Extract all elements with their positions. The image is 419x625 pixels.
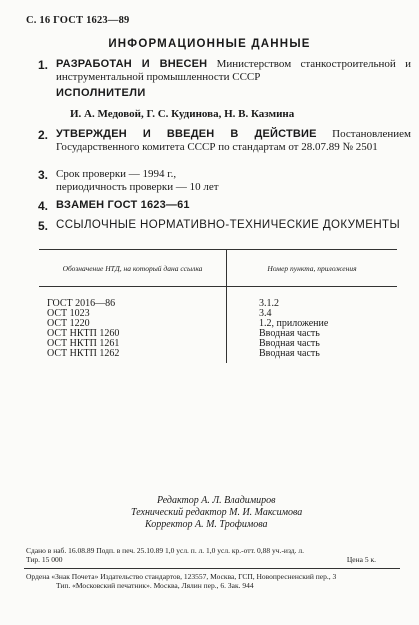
clause-cell: 3.1.2 xyxy=(259,298,279,309)
section-number-1: 1. xyxy=(38,58,49,72)
clause-cell: 3.4 xyxy=(259,308,272,319)
section-number-5: 5. xyxy=(38,219,49,233)
clause-cell: 1.2, приложение xyxy=(259,318,329,329)
section-3-line1: Срок проверки — 1994 г., xyxy=(56,168,177,180)
section-number-2: 2. xyxy=(38,128,49,142)
section-3-text xyxy=(56,168,411,194)
ntd-cell: ГОСТ 2016—86 xyxy=(39,287,227,310)
executors-heading: ИСПОЛНИТЕЛИ xyxy=(56,87,146,99)
section-1-body: Министерством станкостроительной и инструментальной промышленности СССР xyxy=(56,58,411,83)
section-2-text xyxy=(56,128,411,154)
section-2-body: Постановлением Государственного комитета СССР по стандартам от 28.07.89 № 2501 xyxy=(56,128,412,153)
section-number-3: 3. xyxy=(38,168,49,182)
imprint-line-2 xyxy=(26,555,396,564)
table-row xyxy=(39,287,397,310)
imprint-divider xyxy=(24,568,400,569)
ntd-cell: ОСТ 1220 xyxy=(39,319,227,329)
section-1-text xyxy=(56,58,411,84)
clause-cell: Вводная часть xyxy=(259,328,320,339)
ntd-cell: ОСТ НКТП 1260 xyxy=(39,329,227,339)
tech-editor-line: Технический редактор М. И. Максимова xyxy=(131,507,303,518)
section-5-title: ССЫЛОЧНЫЕ НОРМАТИВНО-ТЕХНИЧЕСКИЕ ДОКУМЕНТЫ xyxy=(56,219,401,231)
table-header-ntd: Обозначение НТД, на который дана ссылка xyxy=(39,250,227,287)
imprint-price: Цена 5 к. xyxy=(346,555,376,564)
corrector-line: Корректор А. М. Трофимова xyxy=(145,519,268,530)
section-4-lead: ВЗАМЕН ГОСТ 1623—61 xyxy=(56,199,190,211)
clause-cell: Вводная часть xyxy=(259,338,320,349)
imprint-line-1: Сдано в наб. 16.08.89 Подп. в печ. 25.10.89 1,0 усл. п. л. 1,0 усл. кр.-отт. 0,88 уч.-изд. л. xyxy=(26,546,304,555)
executors-names: И. А. Медовой, Г. С. Кудинова, Н. В. Казмина xyxy=(70,108,295,120)
ntd-cell: ОСТ НКТП 1262 xyxy=(39,349,227,363)
table-row xyxy=(39,309,397,319)
section-1-lead: РАЗРАБОТАН И ВНЕСЕН xyxy=(56,58,208,70)
page-title: ИНФОРМАЦИОННЫЕ ДАННЫЕ xyxy=(108,38,311,50)
references-table xyxy=(39,249,397,363)
clause-cell: Вводная часть xyxy=(259,348,320,359)
editor-line: Редактор А. Л. Владимиров xyxy=(157,495,276,506)
table-header-clause: Номер пункта, приложения xyxy=(227,250,398,287)
publisher-line: Ордена «Знак Почета» Издательство стандартов, 123557, Москва, ГСП, Новопресненский пер., 3 xyxy=(26,572,337,581)
section-3-line2: периодичность проверки — 10 лет xyxy=(56,181,219,193)
imprint-print-run: Тир. 15 000 xyxy=(26,555,63,564)
section-number-4: 4. xyxy=(38,199,49,213)
page-header: С. 16 ГОСТ 1623—89 xyxy=(26,15,130,26)
printer-line: Тип. «Московский печатник». Москва, Лялин пер., 6. Зак. 944 xyxy=(56,581,254,590)
ntd-cell: ОСТ 1023 xyxy=(39,309,227,319)
table-row xyxy=(39,349,397,363)
section-2-lead: УТВЕРЖДЕН И ВВЕДЕН В ДЕЙСТВИЕ xyxy=(56,128,317,140)
ntd-cell: ОСТ НКТП 1261 xyxy=(39,339,227,349)
section-4-text xyxy=(56,199,411,212)
